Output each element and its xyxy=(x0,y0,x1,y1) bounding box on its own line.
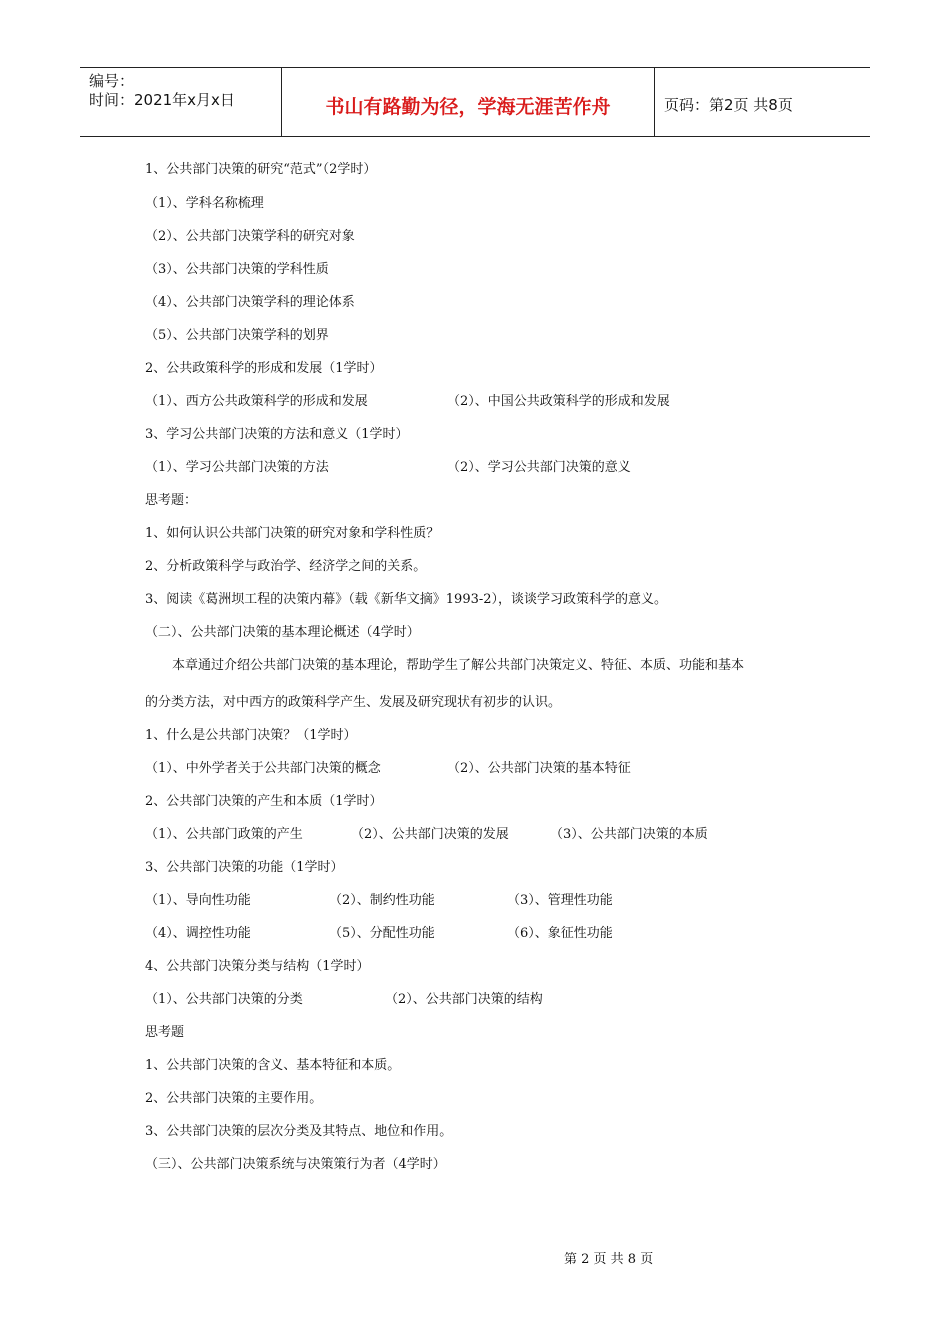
text-segment: （2）、中国公共政策科学的形成和发展 xyxy=(447,394,670,409)
text-segment: （5）、公共部门决策学科的划界 xyxy=(145,328,329,343)
text-segment: 2、公共部门决策的主要作用。 xyxy=(145,1091,323,1106)
text-segment: （二）、公共部门决策的基本理论概述（4学时） xyxy=(145,625,420,640)
document-date: 时间：2021年x月x日 xyxy=(89,91,235,109)
text-segment: （2）、公共部门决策的基本特征 xyxy=(447,761,631,776)
text-segment: （3）、公共部门决策的本质 xyxy=(550,827,708,842)
document-header xyxy=(80,67,870,137)
text-segment: （2）、制约性功能 xyxy=(329,893,435,908)
header-meta-cell xyxy=(80,68,281,136)
text-segment: 3、公共部门决策的功能（1学时） xyxy=(145,860,344,875)
text-segment: （1）、学科名称梳理 xyxy=(145,196,264,211)
header-page-info: 页码：第2页 共8页 xyxy=(664,96,793,114)
text-segment: （4）、公共部门决策学科的理论体系 xyxy=(145,295,355,310)
text-segment: 2、分析政策科学与政治学、经济学之间的关系。 xyxy=(145,559,427,574)
text-segment: （1）、公共部门决策的分类 xyxy=(145,992,303,1007)
text-segment: 思考题 xyxy=(145,1025,185,1040)
text-segment: 4、公共部门决策分类与结构（1学时） xyxy=(145,959,370,974)
text-segment: （三）、公共部门决策系统与决策策行为者（4学时） xyxy=(145,1157,446,1172)
text-segment: 1、公共部门决策的研究“范式”（2学时） xyxy=(145,162,377,177)
text-segment: （3）、管理性功能 xyxy=(507,893,613,908)
header-motto: 书山有路勤为径，学海无涯苦作舟 xyxy=(325,96,611,118)
header-motto-cell xyxy=(281,68,655,136)
text-segment: 的分类方法，对中西方的政策科学产生、发展及研究现状有初步的认识。 xyxy=(145,695,562,710)
text-segment: 本章通过介绍公共部门决策的基本理论，帮助学生了解公共部门决策定义、特征、本质、功能和基本 xyxy=(172,658,745,673)
text-segment: 2、公共政策科学的形成和发展（1学时） xyxy=(145,361,383,376)
text-segment: 思考题： xyxy=(145,493,198,508)
text-segment: （2）、学习公共部门决策的意义 xyxy=(447,460,631,475)
text-segment: 3、阅读《葛洲坝工程的决策内幕》（载《新华文摘》1993-2），谈谈学习政策科学的意义。 xyxy=(145,592,668,607)
text-segment: 2、公共部门决策的产生和本质（1学时） xyxy=(145,794,383,809)
text-segment: （1）、导向性功能 xyxy=(145,893,251,908)
page-footer: 第 2 页 共 8 页 xyxy=(564,1252,654,1267)
text-segment: （1）、学习公共部门决策的方法 xyxy=(145,460,329,475)
text-segment: （6）、象征性功能 xyxy=(507,926,613,941)
text-segment: （1）、公共部门政策的产生 xyxy=(145,827,303,842)
document-number-label: 编号： xyxy=(89,72,135,90)
text-segment: 1、公共部门决策的含义、基本特征和本质。 xyxy=(145,1058,401,1073)
text-segment: （2）、公共部门决策的结构 xyxy=(385,992,543,1007)
text-segment: （2）、公共部门决策学科的研究对象 xyxy=(145,229,355,244)
text-segment: 3、公共部门决策的层次分类及其特点、地位和作用。 xyxy=(145,1124,453,1139)
text-segment: （5）、分配性功能 xyxy=(329,926,435,941)
text-segment: （4）、调控性功能 xyxy=(145,926,251,941)
text-segment: （1）、西方公共政策科学的形成和发展 xyxy=(145,394,368,409)
text-segment: （1）、中外学者关于公共部门决策的概念 xyxy=(145,761,381,776)
text-segment: 3、学习公共部门决策的方法和意义（1学时） xyxy=(145,427,409,442)
text-segment: 1、什么是公共部门决策？（1学时） xyxy=(145,728,357,743)
text-segment: （2）、公共部门决策的发展 xyxy=(351,827,509,842)
text-segment: 1、如何认识公共部门决策的研究对象和学科性质？ xyxy=(145,526,440,541)
header-page-cell xyxy=(654,68,870,136)
text-segment: （3）、公共部门决策的学科性质 xyxy=(145,262,329,277)
